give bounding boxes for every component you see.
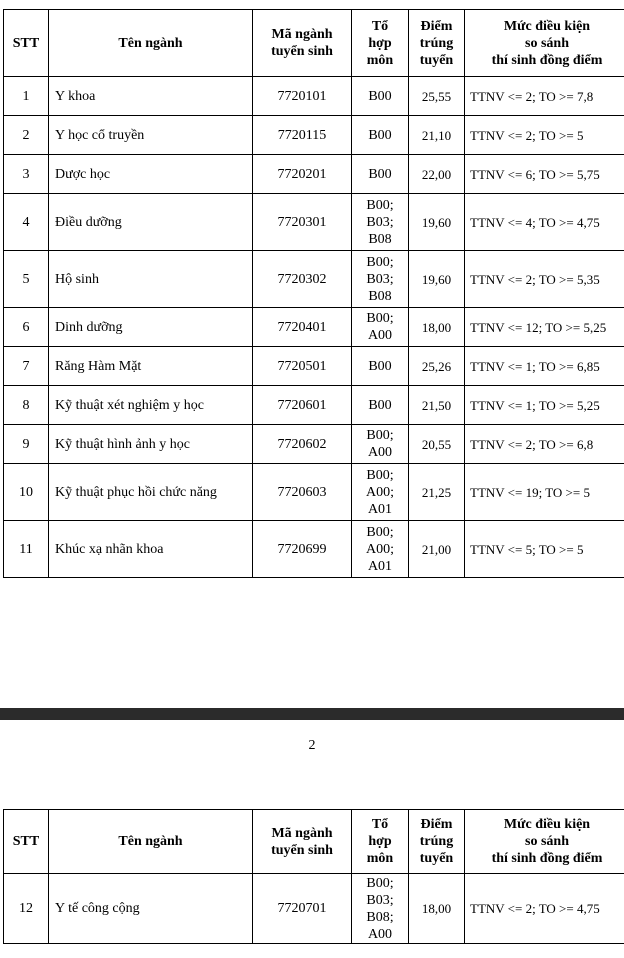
stt-cell: 5 [4, 251, 49, 308]
major-name-cell: Dinh dưỡng [49, 308, 253, 347]
stt-cell: 1 [4, 77, 49, 116]
header-score-line-1: Điểm [420, 18, 453, 34]
table-row [4, 521, 624, 578]
tiebreak-condition-cell: TTNV <= 2; TO >= 6,8 [465, 425, 624, 464]
subject-combo-code: B08; [366, 909, 394, 925]
header-cond-line-3: thí sinh đồng điểm [491, 52, 603, 68]
cutoff-score-cell: 21,25 [409, 464, 465, 521]
tiebreak-condition-cell: TTNV <= 2; TO >= 5 [465, 116, 624, 155]
cutoff-score-cell: 18,00 [409, 308, 465, 347]
major-code-cell: 7720701 [253, 874, 352, 944]
major-code-cell: 7720302 [253, 251, 352, 308]
major-name-cell: Hộ sinh [49, 251, 253, 308]
major-code-cell: 7720201 [253, 155, 352, 194]
subject-combo-code: B00; [366, 311, 394, 326]
table-body-page-2 [4, 874, 624, 944]
table-row [4, 77, 624, 116]
subject-combo-code: B03; [366, 214, 394, 230]
header-score-line-1: Điểm [420, 817, 453, 832]
header-combo [352, 10, 409, 77]
tiebreak-condition-cell: TTNV <= 2; TO >= 4,75 [465, 874, 624, 944]
major-code-cell: 7720115 [253, 116, 352, 155]
table-body-page-1 [4, 77, 624, 578]
major-name-cell: Dược học [49, 155, 253, 194]
major-code-cell: 7720601 [253, 386, 352, 425]
subject-combo-code: A00; [366, 484, 394, 500]
subject-combo-cell [352, 347, 409, 386]
cutoff-score-cell: 21,10 [409, 116, 465, 155]
cutoff-score-cell: 20,55 [409, 425, 465, 464]
subject-combo-code: A00; [366, 541, 394, 557]
cutoff-score-cell: 18,00 [409, 874, 465, 944]
major-code-cell: 7720101 [253, 77, 352, 116]
major-name-cell: Kỹ thuật hình ảnh y học [49, 425, 253, 464]
header-cond-line-2: so sánh [525, 35, 569, 51]
header-stt: STT [4, 810, 49, 874]
page-break-bar [0, 708, 624, 720]
admission-table-page-2 [3, 809, 624, 944]
subject-combo-cell [352, 521, 409, 578]
subject-combo-code: B08 [368, 288, 392, 304]
header-cond-line-2: so sánh [525, 834, 569, 849]
subject-combo-code: A01 [367, 558, 393, 574]
table-row [4, 386, 624, 425]
stt-cell: 11 [4, 521, 49, 578]
tiebreak-condition-cell: TTNV <= 12; TO >= 5,25 [465, 308, 624, 347]
header-score [409, 810, 465, 874]
subject-combo-code: B03; [366, 892, 394, 908]
table-row [4, 425, 624, 464]
subject-combo-code: B00; [366, 467, 394, 483]
page-2 [0, 720, 624, 958]
header-condition [465, 810, 624, 874]
subject-combo-code: A01 [367, 501, 393, 517]
header-combo [352, 810, 409, 874]
subject-combo-code: B03; [366, 271, 394, 287]
table-row [4, 464, 624, 521]
header-cond-line-3: thí sinh đồng điểm [491, 851, 603, 866]
subject-combo-code: B00; [366, 428, 394, 443]
major-code-cell: 7720301 [253, 194, 352, 251]
major-code-cell: 7720603 [253, 464, 352, 521]
header-cond-line-1: Mức điều kiện [503, 817, 591, 832]
subject-combo-cell [352, 251, 409, 308]
subject-combo-code: B00 [368, 358, 392, 374]
tiebreak-condition-cell: TTNV <= 2; TO >= 5,35 [465, 251, 624, 308]
tiebreak-condition-cell: TTNV <= 5; TO >= 5 [465, 521, 624, 578]
table-row [4, 194, 624, 251]
stt-cell: 8 [4, 386, 49, 425]
subject-combo-code: A00 [367, 328, 393, 343]
table-row [4, 308, 624, 347]
subject-combo-code: B08 [368, 231, 392, 247]
major-name-cell: Điều dưỡng [49, 194, 253, 251]
subject-combo-cell [352, 308, 409, 347]
stt-cell: 12 [4, 874, 49, 944]
header-combo-line-2: hợp [368, 35, 392, 51]
subject-combo-code: B00; [366, 254, 394, 270]
subject-combo-cell [352, 116, 409, 155]
stt-cell: 3 [4, 155, 49, 194]
major-code-cell: 7720401 [253, 308, 352, 347]
header-code [253, 10, 352, 77]
stt-cell: 4 [4, 194, 49, 251]
header-combo-line-1: Tổ [371, 18, 389, 34]
header-score-line-2: trúng [419, 834, 454, 849]
subject-combo-cell [352, 425, 409, 464]
header-code-line-1: Mã ngành [271, 825, 333, 841]
header-condition [465, 10, 624, 77]
header-score-line-2: trúng [419, 35, 454, 51]
subject-combo-cell [352, 77, 409, 116]
major-name-cell: Kỹ thuật phục hồi chức năng [49, 464, 253, 521]
tiebreak-condition-cell: TTNV <= 4; TO >= 4,75 [465, 194, 624, 251]
table-row [4, 251, 624, 308]
major-name-cell: Kỹ thuật xét nghiệm y học [49, 386, 253, 425]
subject-combo-cell [352, 874, 409, 944]
table-header-row [4, 810, 624, 874]
subject-combo-code: A00 [367, 445, 393, 460]
tiebreak-condition-cell: TTNV <= 6; TO >= 5,75 [465, 155, 624, 194]
page-number: 2 [308, 738, 316, 753]
stt-cell: 7 [4, 347, 49, 386]
header-score-line-3: tuyển [419, 851, 454, 866]
subject-combo-code: B00; [366, 524, 394, 540]
table-row [4, 116, 624, 155]
cutoff-score-cell: 21,50 [409, 386, 465, 425]
header-combo-line-2: hợp [368, 834, 392, 849]
header-combo-line-3: môn [366, 851, 394, 866]
major-name-cell: Y học cổ truyền [49, 116, 253, 155]
cutoff-score-cell: 22,00 [409, 155, 465, 194]
major-code-cell: 7720699 [253, 521, 352, 578]
tiebreak-condition-cell: TTNV <= 1; TO >= 5,25 [465, 386, 624, 425]
subject-combo-cell [352, 464, 409, 521]
cutoff-score-cell: 19,60 [409, 194, 465, 251]
subject-combo-code: B00; [366, 197, 394, 213]
header-score-line-3: tuyển [419, 52, 454, 68]
table-header-row [4, 10, 624, 77]
subject-combo-cell [352, 194, 409, 251]
tiebreak-condition-cell: TTNV <= 1; TO >= 6,85 [465, 347, 624, 386]
header-code [253, 810, 352, 874]
subject-combo-code: B00; [366, 875, 394, 891]
header-code-line-1: Mã ngành [271, 27, 333, 42]
header-code-line-2: tuyển sinh [271, 44, 333, 59]
header-name: Tên ngành [49, 810, 253, 874]
subject-combo-code: B00 [368, 166, 392, 182]
stt-cell: 10 [4, 464, 49, 521]
admission-table-page-1 [3, 9, 624, 578]
table-row [4, 874, 624, 944]
subject-combo-cell [352, 386, 409, 425]
stt-cell: 6 [4, 308, 49, 347]
subject-combo-cell [352, 155, 409, 194]
major-name-cell: Y khoa [49, 77, 253, 116]
tiebreak-condition-cell: TTNV <= 2; TO >= 7,8 [465, 77, 624, 116]
header-score [409, 10, 465, 77]
stt-cell: 2 [4, 116, 49, 155]
major-name-cell: Khúc xạ nhãn khoa [49, 521, 253, 578]
header-stt: STT [4, 10, 49, 77]
header-combo-line-1: Tổ [371, 817, 389, 832]
subject-combo-code: B00 [368, 127, 392, 143]
header-code-line-2: tuyển sinh [271, 842, 333, 858]
tiebreak-condition-cell: TTNV <= 19; TO >= 5 [465, 464, 624, 521]
subject-combo-code: A00 [367, 926, 393, 942]
stt-cell: 9 [4, 425, 49, 464]
cutoff-score-cell: 21,00 [409, 521, 465, 578]
major-name-cell: Y tế công cộng [49, 874, 253, 944]
cutoff-score-cell: 25,26 [409, 347, 465, 386]
subject-combo-code: B00 [368, 88, 392, 104]
subject-combo-code: B00 [368, 397, 392, 413]
header-combo-line-3: môn [366, 52, 394, 68]
cutoff-score-cell: 25,55 [409, 77, 465, 116]
header-name: Tên ngành [49, 10, 253, 77]
header-cond-line-1: Mức điều kiện [503, 18, 591, 34]
major-code-cell: 7720501 [253, 347, 352, 386]
major-name-cell: Răng Hàm Mặt [49, 347, 253, 386]
table-row [4, 155, 624, 194]
cutoff-score-cell: 19,60 [409, 251, 465, 308]
major-code-cell: 7720602 [253, 425, 352, 464]
table-row [4, 347, 624, 386]
